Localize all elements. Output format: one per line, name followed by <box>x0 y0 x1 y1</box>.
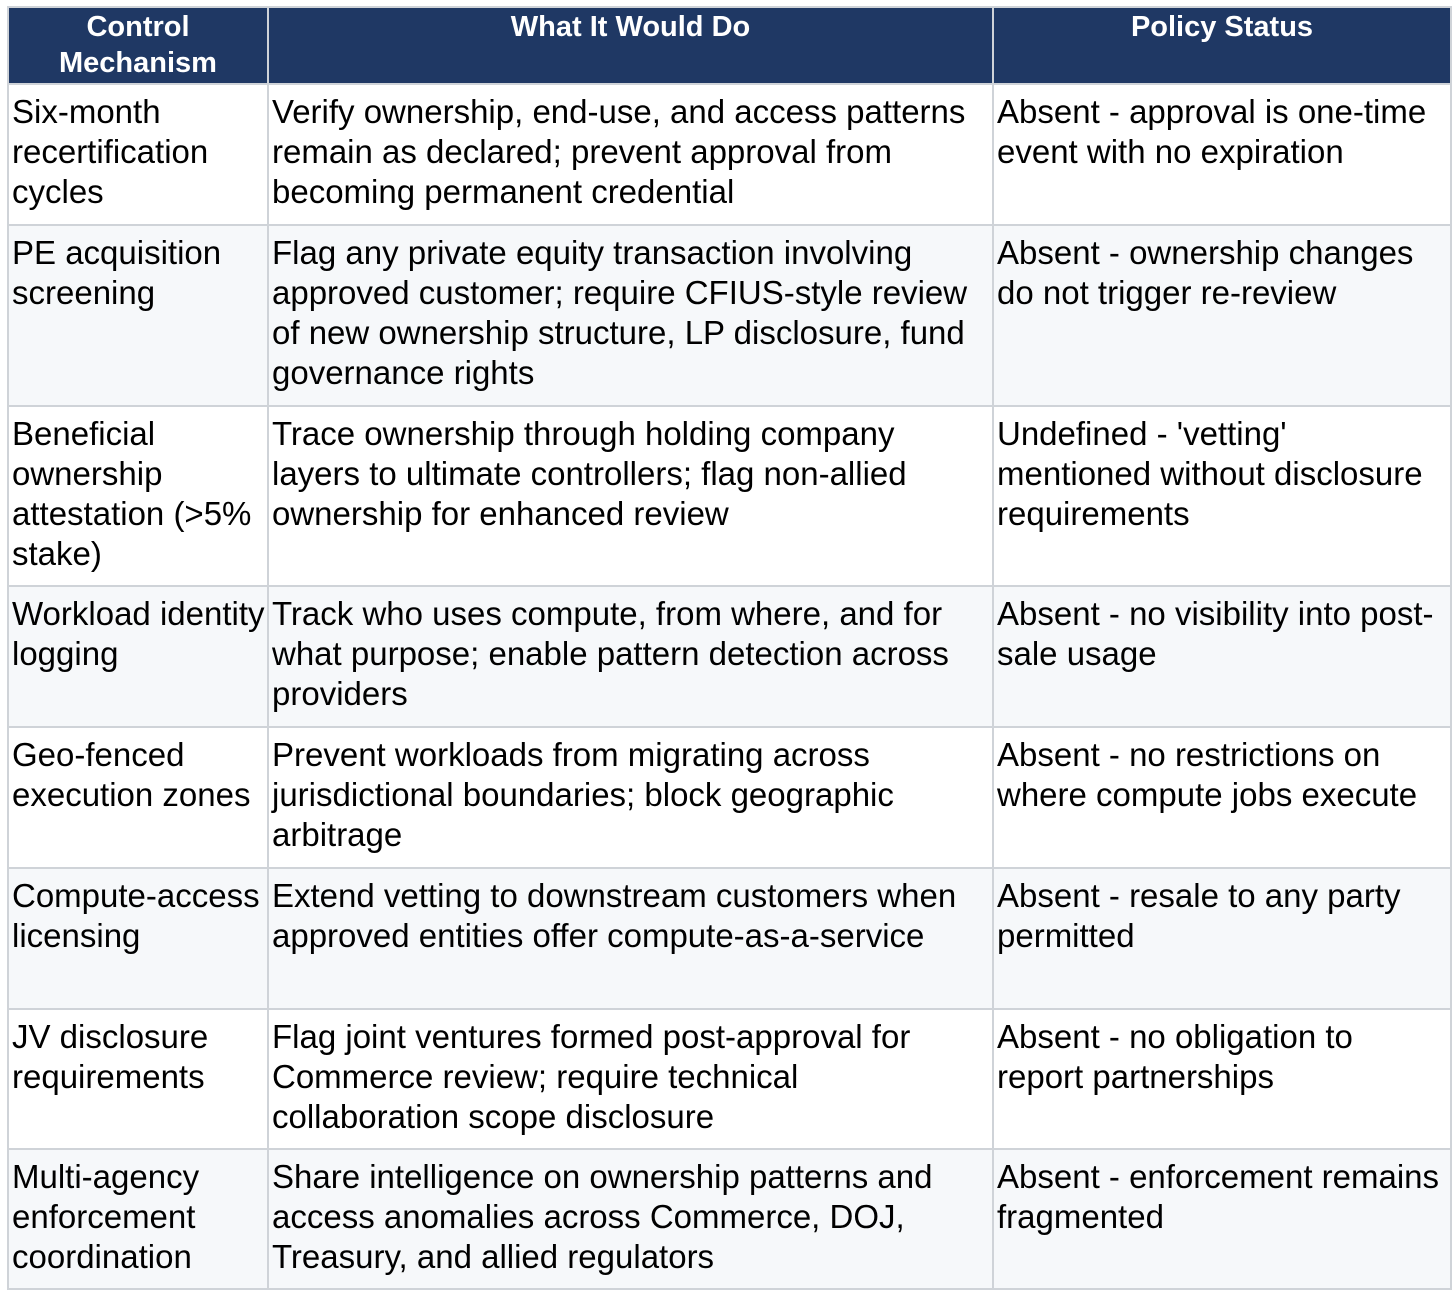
policy-status-cell: Undefined - 'vetting' mentioned without disclosure requirements <box>993 406 1451 586</box>
what-it-would-do-cell: Extend vetting to downstream customers when approved entities offer compute-as-a-service <box>268 868 993 1009</box>
table-row <box>8 406 1451 586</box>
what-it-would-do-cell: Track who uses compute, from where, and for what purpose; enable pattern detection across providers <box>268 586 993 727</box>
control-mechanism-cell: Workload identity logging <box>8 586 268 727</box>
control-mechanism-cell: Beneficial ownership attestation (>5% stake) <box>8 406 268 586</box>
policy-status-cell: Absent - no visibility into post-sale usage <box>993 586 1451 727</box>
what-it-would-do-cell: Verify ownership, end-use, and access patterns remain as declared; prevent approval from becoming permanent credential <box>268 84 993 225</box>
control-mechanisms-table <box>7 6 1452 1290</box>
policy-status-cell: Absent - resale to any party permitted <box>993 868 1451 1009</box>
control-mechanism-cell: PE acquisition screening <box>8 225 268 406</box>
policy-status-cell: Absent - approval is one-time event with no expiration <box>993 84 1451 225</box>
control-mechanism-cell: Compute-access licensing <box>8 868 268 1009</box>
what-it-would-do-cell: Flag any private equity transaction involving approved customer; require CFIUS-style review of new ownership structure, LP disclosure, fund governance rights <box>268 225 993 406</box>
policy-status-cell: Absent - no obligation to report partnerships <box>993 1009 1451 1149</box>
what-it-would-do-cell: Trace ownership through holding company layers to ultimate controllers; flag non-allied ownership for enhanced review <box>268 406 993 586</box>
control-mechanism-cell: JV disclosure requirements <box>8 1009 268 1149</box>
policy-status-cell: Absent - no restrictions on where compute jobs execute <box>993 727 1451 868</box>
policy-status-cell: Absent - enforcement remains fragmented <box>993 1149 1451 1289</box>
table-row <box>8 225 1451 406</box>
control-mechanism-cell: Multi-agency enforcement coordination <box>8 1149 268 1289</box>
table-row <box>8 868 1451 1009</box>
control-mechanism-cell: Geo-fenced execution zones <box>8 727 268 868</box>
policy-status-cell: Absent - ownership changes do not trigger re-review <box>993 225 1451 406</box>
what-it-would-do-cell: Prevent workloads from migrating across jurisdictional boundaries; block geographic arbitrage <box>268 727 993 868</box>
table-row <box>8 84 1451 225</box>
table-row <box>8 586 1451 727</box>
table-row <box>8 727 1451 868</box>
what-it-would-do-cell: Share intelligence on ownership patterns and access anomalies across Commerce, DOJ, Treasury, and allied regulators <box>268 1149 993 1289</box>
table-row <box>8 1009 1451 1149</box>
table-row <box>8 1149 1451 1289</box>
what-it-would-do-cell: Flag joint ventures formed post-approval for Commerce review; require technical collaboration scope disclosure <box>268 1009 993 1149</box>
control-mechanism-cell: Six-month recertification cycles <box>8 84 268 225</box>
header-what-it-would-do: What It Would Do <box>268 7 993 84</box>
header-control-mechanism: Control Mechanism <box>8 7 268 84</box>
header-row <box>8 7 1451 84</box>
header-policy-status: Policy Status <box>993 7 1451 84</box>
